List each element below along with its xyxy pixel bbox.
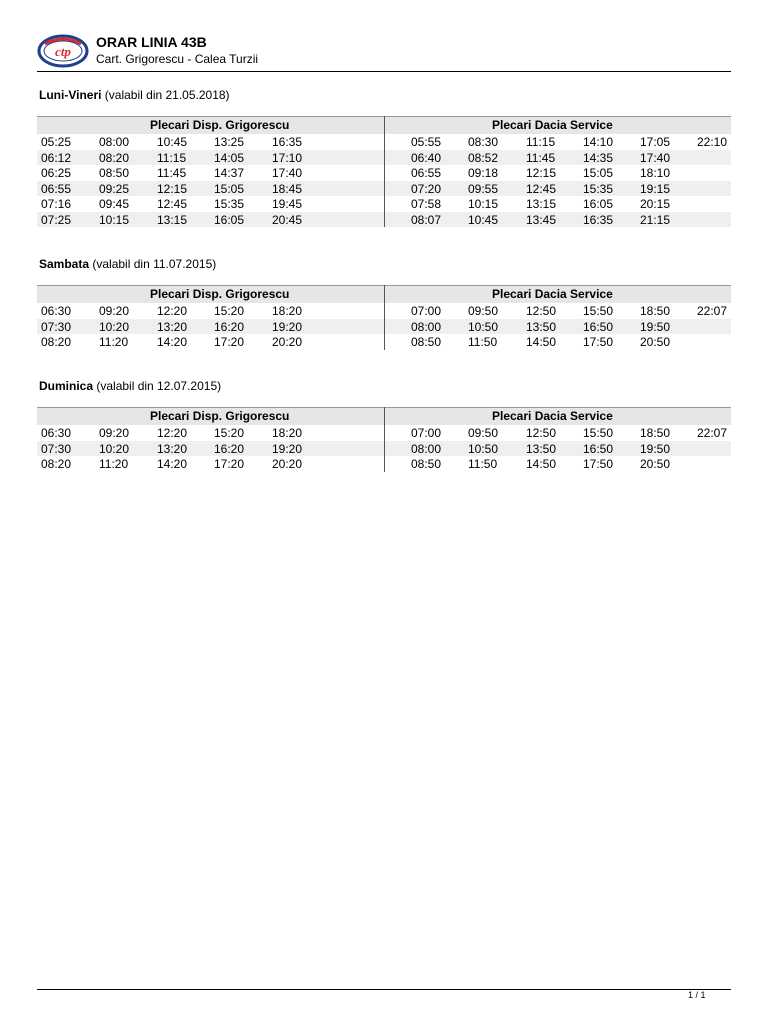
- departure-time-cell: 15:35: [583, 181, 614, 196]
- page-number: 1 / 1: [688, 990, 706, 1000]
- svg-text:ctp: ctp: [55, 44, 71, 59]
- departure-time-cell: 19:50: [640, 319, 671, 334]
- section-day-name: Luni-Vineri: [39, 88, 102, 102]
- departure-time-cell: 16:35: [272, 135, 303, 149]
- departure-time-cell: 16:05: [583, 197, 614, 211]
- departure-time-cell: 10:45: [468, 212, 499, 227]
- departure-time-cell: 22:10: [697, 135, 728, 149]
- departure-time-cell: 19:15: [640, 181, 671, 196]
- departure-time-cell: 08:20: [41, 335, 72, 349]
- departure-time-cell: 08:20: [99, 150, 130, 165]
- departure-time-cell: 09:50: [468, 304, 499, 318]
- departure-time-cell: 20:45: [272, 212, 303, 227]
- departure-time-cell: 16:20: [214, 319, 245, 334]
- departure-time-cell: 18:50: [640, 426, 671, 440]
- departure-time-cell: 07:16: [41, 197, 72, 211]
- departure-time-cell: 07:20: [411, 181, 442, 196]
- departure-time-cell: 13:15: [526, 197, 557, 211]
- section-label: [39, 379, 221, 393]
- departure-time-cell: 14:20: [157, 335, 188, 349]
- right-column-header: Plecari Dacia Service: [492, 118, 613, 132]
- departure-time-cell: 13:50: [526, 319, 557, 334]
- departure-time-cell: 16:05: [214, 212, 245, 227]
- departure-time-cell: 09:50: [468, 426, 499, 440]
- departure-time-cell: 14:50: [526, 457, 557, 471]
- departure-time-cell: 06:30: [41, 304, 72, 318]
- departure-time-cell: 10:45: [157, 135, 188, 149]
- right-column-header: Plecari Dacia Service: [492, 287, 613, 301]
- departure-time-cell: 10:20: [99, 441, 130, 456]
- departure-time-cell: 15:50: [583, 304, 614, 318]
- departure-time-cell: 12:45: [526, 181, 557, 196]
- departure-time-cell: 20:50: [640, 335, 671, 349]
- departure-time-cell: 08:50: [411, 335, 442, 349]
- footer-divider: [37, 989, 731, 990]
- departure-time-cell: 10:50: [468, 319, 499, 334]
- departure-time-cell: 14:05: [214, 150, 245, 165]
- departure-time-cell: 17:40: [272, 166, 303, 180]
- departure-time-cell: 13:25: [214, 135, 245, 149]
- departure-time-cell: 14:35: [583, 150, 614, 165]
- departure-time-cell: 12:15: [157, 181, 188, 196]
- header-divider: [37, 71, 731, 72]
- departure-time-cell: 09:18: [468, 166, 499, 180]
- departure-time-cell: 09:45: [99, 197, 130, 211]
- departure-time-cell: 08:50: [99, 166, 130, 180]
- departure-time-cell: 08:07: [411, 212, 442, 227]
- departure-time-cell: 10:15: [468, 197, 499, 211]
- departure-time-cell: 15:05: [583, 166, 614, 180]
- departure-time-cell: 17:05: [640, 135, 671, 149]
- departure-time-cell: 11:45: [157, 166, 187, 180]
- departure-time-cell: 12:50: [526, 304, 557, 318]
- departure-time-cell: 07:30: [41, 441, 72, 456]
- departure-time-cell: 12:20: [157, 304, 188, 318]
- departure-time-cell: 18:45: [272, 181, 303, 196]
- left-column-header: Plecari Disp. Grigorescu: [150, 287, 290, 301]
- departure-time-cell: 10:20: [99, 319, 130, 334]
- departure-time-cell: 20:15: [640, 197, 671, 211]
- departure-time-cell: 17:40: [640, 150, 671, 165]
- schedule-table: [37, 285, 731, 350]
- section-validity: (valabil din 21.05.2018): [104, 88, 230, 102]
- departure-time-cell: 09:55: [468, 181, 499, 196]
- left-column-header: Plecari Disp. Grigorescu: [150, 409, 290, 423]
- departure-time-cell: 17:20: [214, 457, 245, 471]
- departure-time-cell: 14:20: [157, 457, 188, 471]
- departure-time-cell: 13:20: [157, 441, 188, 456]
- departure-time-cell: 16:50: [583, 441, 614, 456]
- departure-time-cell: 08:20: [41, 457, 72, 471]
- departure-time-cell: 19:20: [272, 319, 303, 334]
- departure-time-cell: 14:37: [214, 166, 245, 180]
- departure-time-cell: 16:35: [583, 212, 614, 227]
- departure-time-cell: 22:07: [697, 426, 728, 440]
- departure-time-cell: 11:45: [526, 150, 556, 165]
- departure-time-cell: 13:15: [157, 212, 188, 227]
- departure-time-cell: 15:35: [214, 197, 245, 211]
- column-divider: [384, 285, 385, 350]
- departure-time-cell: 08:52: [468, 150, 499, 165]
- departure-time-cell: 18:20: [272, 426, 303, 440]
- departure-time-cell: 20:20: [272, 335, 303, 349]
- departure-time-cell: 07:00: [411, 304, 442, 318]
- departure-time-cell: 06:30: [41, 426, 72, 440]
- departure-time-cell: 18:50: [640, 304, 671, 318]
- departure-time-cell: 12:15: [526, 166, 557, 180]
- ctp-logo: [37, 32, 89, 70]
- departure-time-cell: 20:20: [272, 457, 303, 471]
- section-day-name: Duminica: [39, 379, 94, 393]
- departure-time-cell: 08:50: [411, 457, 442, 471]
- departure-time-cell: 09:20: [99, 304, 130, 318]
- column-divider: [384, 407, 385, 472]
- departure-time-cell: 09:20: [99, 426, 130, 440]
- departure-time-cell: 18:20: [272, 304, 303, 318]
- departure-time-cell: 07:58: [411, 197, 442, 211]
- departure-time-cell: 17:10: [272, 150, 303, 165]
- column-divider: [384, 116, 385, 227]
- departure-time-cell: 07:25: [41, 212, 72, 227]
- departure-time-cell: 18:10: [640, 166, 671, 180]
- page-header: [37, 30, 729, 72]
- departure-time-cell: 17:20: [214, 335, 245, 349]
- departure-time-cell: 07:30: [41, 319, 72, 334]
- departure-time-cell: 07:00: [411, 426, 442, 440]
- departure-time-cell: 20:50: [640, 457, 671, 471]
- left-column-header: Plecari Disp. Grigorescu: [150, 118, 290, 132]
- departure-time-cell: 19:50: [640, 441, 671, 456]
- departure-time-cell: 10:15: [99, 212, 130, 227]
- departure-time-cell: 19:20: [272, 441, 303, 456]
- departure-time-cell: 16:20: [214, 441, 245, 456]
- schedule-table: [37, 116, 731, 227]
- right-column-header: Plecari Dacia Service: [492, 409, 613, 423]
- departure-time-cell: 19:45: [272, 197, 303, 211]
- departure-time-cell: 21:15: [640, 212, 671, 227]
- departure-time-cell: 12:50: [526, 426, 557, 440]
- departure-time-cell: 13:50: [526, 441, 557, 456]
- departure-time-cell: 22:07: [697, 304, 728, 318]
- departure-time-cell: 05:55: [411, 135, 442, 149]
- departure-time-cell: 15:20: [214, 304, 245, 318]
- section-validity: (valabil din 12.07.2015): [96, 379, 222, 393]
- schedule-table: [37, 407, 731, 472]
- departure-time-cell: 08:00: [411, 319, 442, 334]
- page-title: ORAR LINIA 43B: [96, 34, 207, 50]
- departure-time-cell: 08:30: [468, 135, 499, 149]
- section-label: [39, 88, 230, 102]
- departure-time-cell: 10:50: [468, 441, 499, 456]
- departure-time-cell: 11:20: [99, 335, 129, 349]
- departure-time-cell: 06:40: [411, 150, 442, 165]
- departure-time-cell: 11:15: [526, 135, 556, 149]
- departure-time-cell: 11:50: [468, 335, 498, 349]
- section-label: [39, 257, 216, 271]
- departure-time-cell: 05:25: [41, 135, 72, 149]
- departure-time-cell: 06:55: [41, 181, 72, 196]
- departure-time-cell: 11:50: [468, 457, 498, 471]
- departure-time-cell: 13:45: [526, 212, 557, 227]
- departure-time-cell: 17:50: [583, 457, 614, 471]
- departure-time-cell: 11:15: [157, 150, 187, 165]
- section-day-name: Sambata: [39, 257, 90, 271]
- departure-time-cell: 09:25: [99, 181, 130, 196]
- departure-time-cell: 08:00: [99, 135, 130, 149]
- departure-time-cell: 17:50: [583, 335, 614, 349]
- departure-time-cell: 06:12: [41, 150, 72, 165]
- departure-time-cell: 06:55: [411, 166, 442, 180]
- departure-time-cell: 16:50: [583, 319, 614, 334]
- departure-time-cell: 13:20: [157, 319, 188, 334]
- departure-time-cell: 12:20: [157, 426, 188, 440]
- departure-time-cell: 06:25: [41, 166, 72, 180]
- departure-time-cell: 11:20: [99, 457, 129, 471]
- departure-time-cell: 14:50: [526, 335, 557, 349]
- section-validity: (valabil din 11.07.2015): [92, 257, 217, 271]
- route-subtitle: Cart. Grigorescu - Calea Turzii: [96, 52, 259, 66]
- departure-time-cell: 15:05: [214, 181, 245, 196]
- departure-time-cell: 15:50: [583, 426, 614, 440]
- departure-time-cell: 14:10: [583, 135, 614, 149]
- departure-time-cell: 15:20: [214, 426, 245, 440]
- departure-time-cell: 12:45: [157, 197, 188, 211]
- departure-time-cell: 08:00: [411, 441, 442, 456]
